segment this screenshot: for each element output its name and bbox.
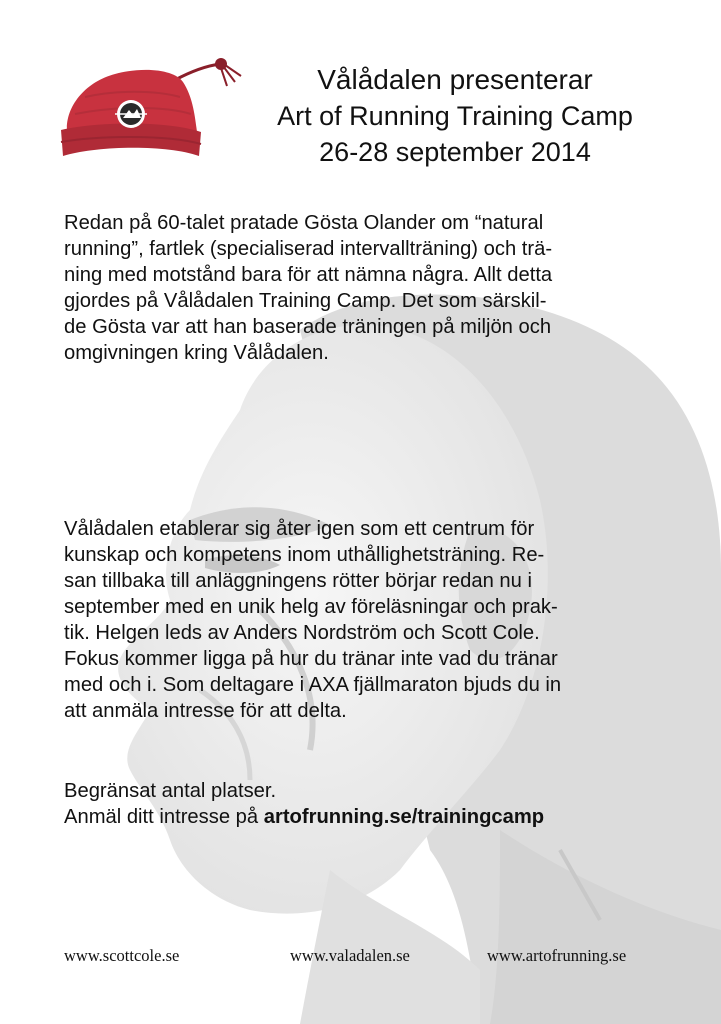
red-hat-logo: [55, 52, 245, 167]
limited-seats-text: Begränsat antal platser.: [64, 780, 277, 802]
text-line: Vålådalen etablerar sig åter igen som ett centrum för: [64, 518, 535, 540]
text-line: san tillbaka till anläggningens rötter börjar redan nu i: [64, 570, 532, 592]
register-link[interactable]: artofrunning.se/trainingcamp: [263, 806, 545, 828]
text-line: att anmäla intresse för att delta.: [64, 700, 347, 722]
text-line: ning med motstånd bara för att nämna några. Allt detta: [64, 264, 553, 286]
register-prefix: Anmäl ditt intresse på: [64, 806, 264, 828]
registration-paragraph: [64, 778, 684, 830]
text-line: gjordes på Vålådalen Training Camp. Det som särskil-: [64, 290, 547, 312]
poster-title: Vålådalen presenterar: [317, 64, 593, 95]
text-line: med och i. Som deltagare i AXA fjällmaraton bjuds du in: [64, 674, 562, 696]
text-line: de Gösta var att han baserade träningen på miljön och: [64, 316, 552, 338]
details-paragraph: [64, 516, 674, 724]
text-line: omgivningen kring Vålådalen.: [64, 342, 329, 364]
text-line: Fokus kommer ligga på hur du tränar inte vad du tränar: [64, 648, 558, 670]
intro-paragraph: [64, 210, 664, 366]
text-line: running”, fartlek (specialiserad intervallträning) och trä-: [64, 238, 553, 260]
text-line: kunskap och kompetens inom uthållighetsträning. Re-: [64, 544, 545, 566]
footer-link-artofrunning[interactable]: www.artofrunning.se: [487, 946, 627, 965]
title-block: [240, 62, 670, 170]
event-dates: 26-28 september 2014: [319, 137, 591, 167]
footer-link-valadalen[interactable]: www.valadalen.se: [290, 946, 410, 965]
event-name: Art of Running Training Camp: [277, 101, 633, 131]
text-line: tik. Helgen leds av Anders Nordström och Scott Cole.: [64, 622, 540, 644]
text-line: september med en unik helg av föreläsningar och prak-: [64, 596, 558, 618]
text-line: Redan på 60-talet pratade Gösta Olander om “natural: [64, 212, 544, 234]
register-line: [64, 804, 684, 830]
footer-link-scottcole[interactable]: www.scottcole.se: [64, 946, 180, 965]
